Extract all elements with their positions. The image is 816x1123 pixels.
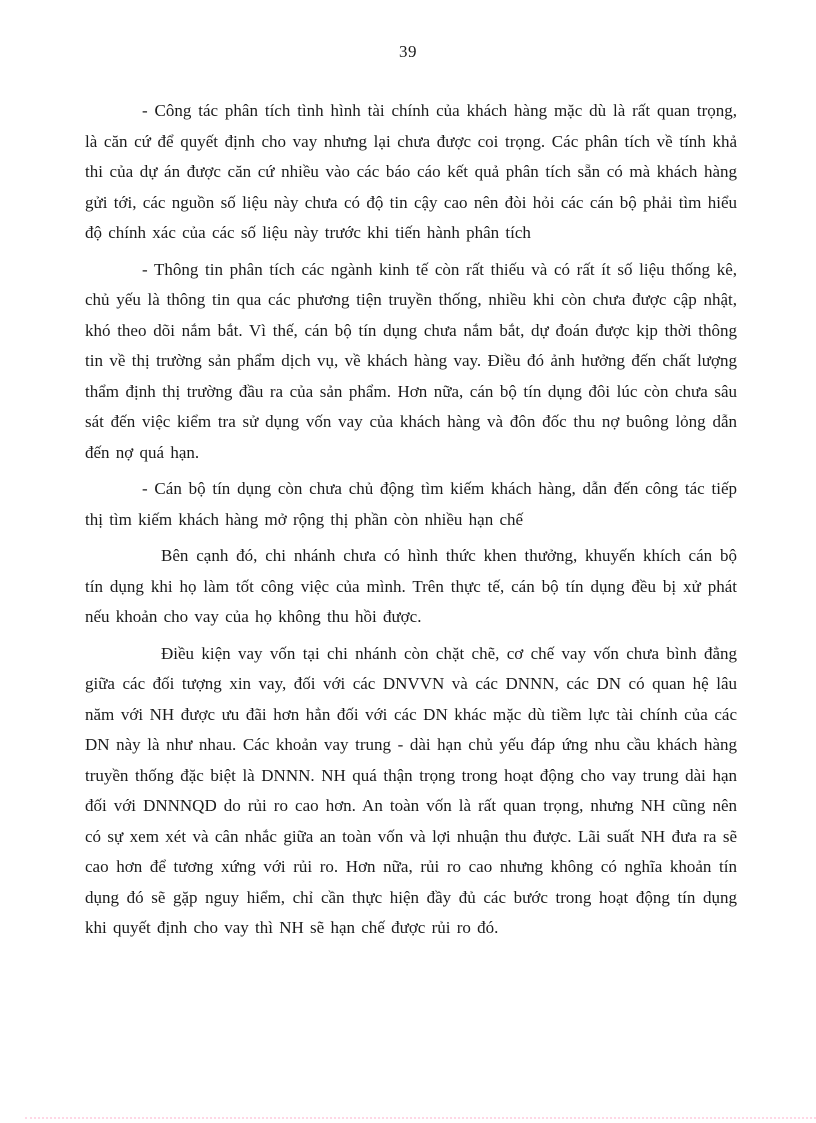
paragraph: - Cán bộ tín dụng còn chưa chủ động tìm kiếm khách hàng, dẫn đến công tác tiếp thị tìm kiếm khách hàng mở rộng thị phần còn nhiều hạn chế [85, 479, 737, 529]
paragraph: Bên cạnh đó, chi nhánh chưa có hình thức khen thưởng, khuyến khích cán bộ tín dụng khi họ làm tốt công việc của mình. Trên thực tế, cán bộ tín dụng đều bị xử phát nếu khoản cho vay của họ không thu hồi được. [85, 546, 737, 626]
page-edge-dotted-line [25, 1117, 816, 1119]
paragraph: Điều kiện vay vốn tại chi nhánh còn chặt chẽ, cơ chế vay vốn chưa bình đẳng giữa các đối tượng xin vay, đối với các DNVVN và các DNNN, các DN có quan hệ lâu năm với NH được ưu đãi hơn hẳn đối với các DN khác mặc dù tiềm lực tài chính của các DN này là như nhau. Các khoản vay trung - dài hạn chủ yếu đáp ứng nhu cầu khách hàng truyền thống đặc biệt là DNNN. NH quá thận trọng trong hoạt động cho vay trung dài hạn đối với DNNNQD do rủi ro cao hơn. An toàn vốn là rất quan trọng, nhưng NH cũng nên có sự xem xét và cân nhắc giữa an toàn vốn và lợi nhuận thu được. Lãi suất NH đưa ra sẽ cao hơn để tương xứng với rủi ro. Hơn nữa, rủi ro cao nhưng không có nghĩa khoản tín dụng đó sẽ gặp nguy hiểm, chỉ cần thực hiện đầy đủ các bước trong hoạt động tín dụng khi quyết định cho vay thì NH sẽ hạn chế được rủi ro đó. [85, 643, 737, 937]
paragraph: - Công tác phân tích tình hình tài chính của khách hàng mặc dù là rất quan trọng, là căn cứ để quyết định cho vay nhưng lại chưa được coi trọng. Các phân tích về tính khả thi của dự án được căn cứ nhiều vào các báo cáo kết quả phân tích sẵn có mà khách hàng gửi tới, các nguồn số liệu này chưa có độ tin cậy cao nên đòi hỏi các cán bộ phải tìm hiểu độ chính xác của các số liệu này trước khi tiến hành phân tích [85, 101, 737, 242]
document-body [85, 96, 737, 944]
paragraph: - Thông tin phân tích các ngành kinh tế còn rất thiếu và có rất ít số liệu thống kê, chủ yếu là thông tin qua các phương tiện truyền thống, nhiều khi còn chưa được cập nhật, khó theo dõi nắm bắt. Vì thế, cán bộ tín dụng chưa nắm bắt, dự đoán được kịp thời thông tin về thị trường sản phẩm dịch vụ, về khách hàng vay. Điều đó ảnh hưởng đến chất lượng thẩm định thị trường đầu ra của sản phẩm. Hơn nữa, cán bộ tín dụng đôi lúc còn chưa sâu sát đến việc kiểm tra sử dụng vốn vay của khách hàng và đôn đốc thu nợ buông lỏng dẫn đến nợ quá hạn. [85, 259, 737, 462]
page-number: 39 [399, 42, 417, 61]
